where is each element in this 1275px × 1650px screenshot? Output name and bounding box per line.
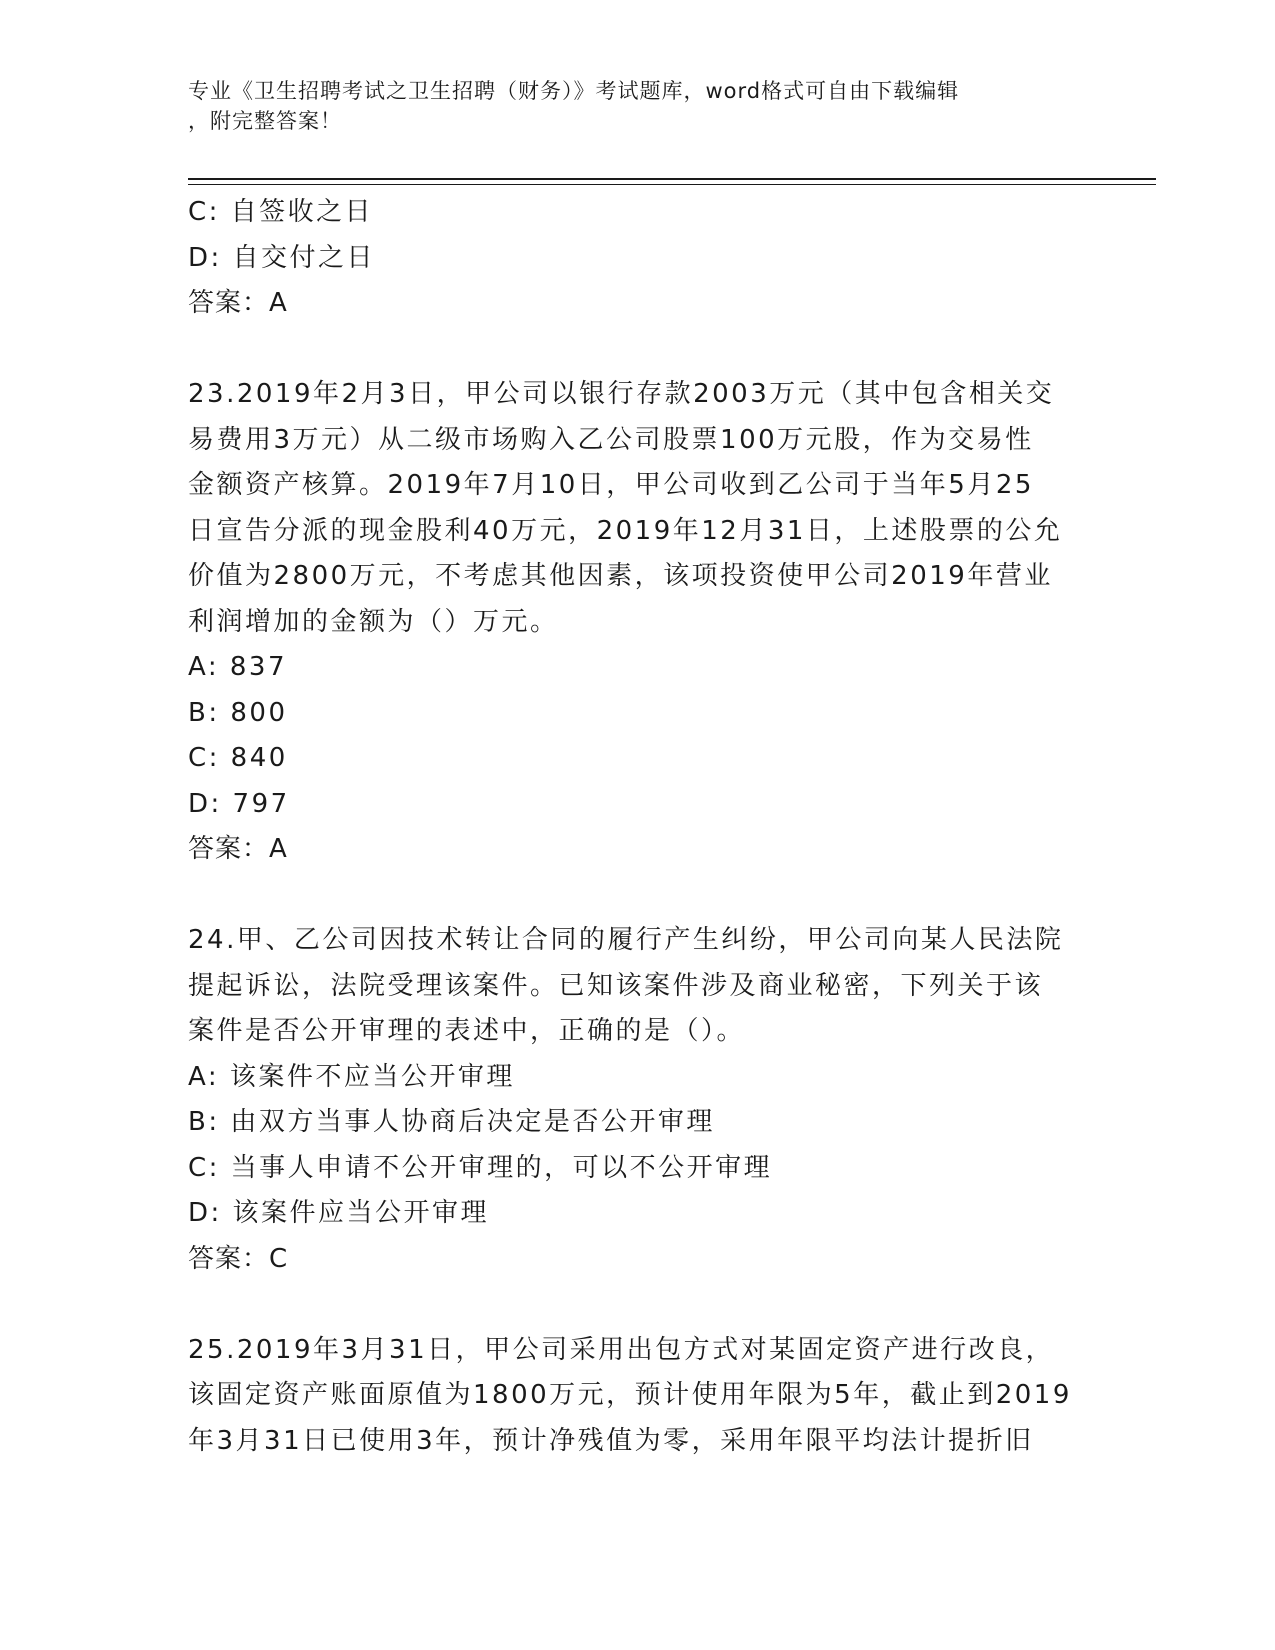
answer-line: 答案：A: [188, 288, 288, 318]
question-text-line: 日宣告分派的现金股利40万元，2019年12月31日，上述股票的公允: [188, 515, 1063, 546]
option-d: D: 自交付之日: [188, 242, 376, 273]
option-c: C: 当事人申请不公开审理的，可以不公开审理: [188, 1152, 773, 1183]
spacer: [188, 1282, 1088, 1328]
question-23: [188, 372, 1088, 873]
option-b: B: 800: [188, 697, 288, 728]
question-text-line: 易费用3万元）从二级市场购入乙公司股票100万元股，作为交易性: [188, 424, 1034, 455]
spacer: [188, 873, 1088, 919]
question-25: [188, 1328, 1088, 1465]
option-d: D: 该案件应当公开审理: [188, 1198, 490, 1228]
header-rule-thin: [188, 184, 1156, 185]
question-24: [188, 918, 1088, 1282]
question-text-line: 价值为2800万元，不考虑其他因素，该项投资使甲公司2019年营业: [188, 561, 1053, 591]
option-c: C: 840: [188, 743, 288, 773]
option-a: A: 837: [188, 652, 287, 682]
answer-line: 答案：A: [188, 834, 288, 864]
option-b: B: 由双方当事人协商后决定是否公开审理: [188, 1107, 715, 1137]
option-d: D: 797: [188, 788, 290, 819]
question-text-line: 该固定资产账面原值为1800万元，预计使用年限为5年，截止到2019: [188, 1380, 1072, 1410]
question-text-line: 25.2019年3月31日，甲公司采用出包方式对某固定资产进行改良，: [188, 1334, 1055, 1365]
header-line-1: 专业《卫生招聘考试之卫生招聘（财务）》考试题库，word格式可自由下载编辑: [188, 79, 960, 103]
question-text-line: 23.2019年2月3日，甲公司以银行存款2003万元（其中包含相关交: [188, 379, 1055, 409]
option-a: A: 该案件不应当公开审理: [188, 1061, 515, 1092]
question-text-line: 案件是否公开审理的表述中，正确的是（）。: [188, 1016, 746, 1046]
answer-line: 答案：C: [188, 1243, 289, 1274]
spacer: [188, 327, 1088, 373]
question-text-line: 利润增加的金额为（）万元。: [188, 606, 559, 637]
question-text-line: 年3月31日已使用3年，预计净残值为零，采用年限平均法计提折旧: [188, 1425, 1034, 1456]
document-header: [188, 76, 1068, 136]
header-rule-thick: [188, 178, 1156, 180]
question-text-line: 24.甲、乙公司因技术转让合同的履行产生纠纷，甲公司向某人民法院: [188, 925, 1064, 955]
option-c: C: 自签收之日: [188, 197, 374, 227]
question-text-line: 金额资产核算。2019年7月10日，甲公司收到乙公司于当年5月25: [188, 470, 1034, 500]
question-text-line: 提起诉讼，法院受理该案件。已知该案件涉及商业秘密，下列关于该: [188, 970, 1044, 1001]
header-line-2: ，附完整答案！: [188, 109, 342, 133]
document-body: [188, 190, 1088, 1464]
